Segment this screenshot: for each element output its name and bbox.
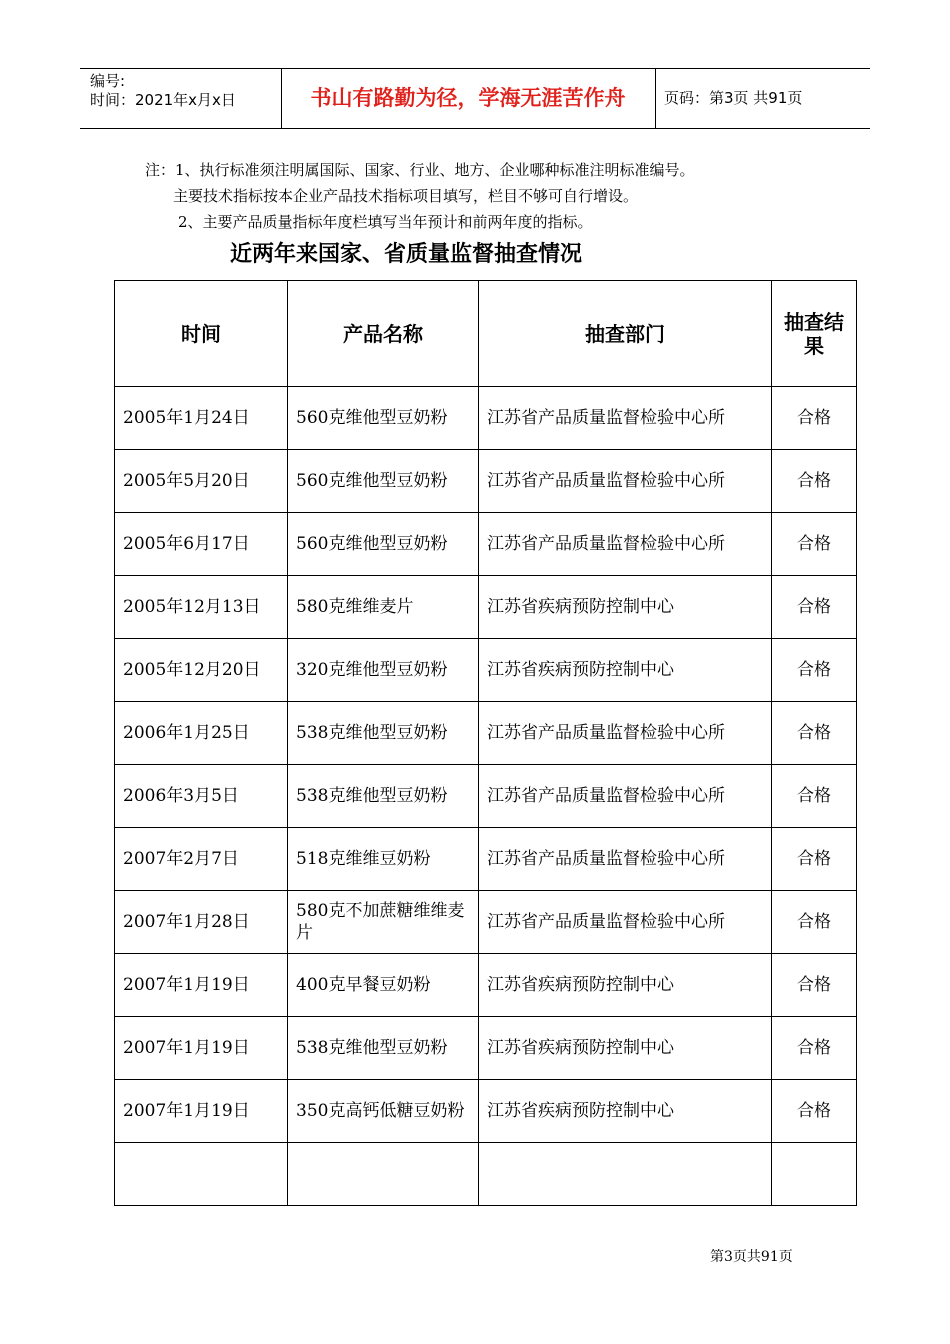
cell-result: 合格 [772,765,857,828]
table-row [115,513,857,576]
cell-product: 580克维维麦片 [288,576,479,639]
cell-product: 350克高钙低糖豆奶粉 [288,1080,479,1143]
header-department: 抽查部门 [479,281,772,387]
cell-result: 合格 [772,828,857,891]
cell-product: 560克维他型豆奶粉 [288,513,479,576]
cell-department: 江苏省疾病预防控制中心 [479,954,772,1017]
cell-time: 2007年1月19日 [115,1080,288,1143]
cell-result: 合格 [772,702,857,765]
cell-result: 合格 [772,891,857,954]
cell-department: 江苏省产品质量监督检验中心所 [479,891,772,954]
cell-product: 560克维他型豆奶粉 [288,387,479,450]
header-page-label: 页码：第3页 共91页 [664,89,803,107]
header-info [90,72,236,110]
cell-time: 2005年12月13日 [115,576,288,639]
cell-time: 2005年1月24日 [115,387,288,450]
cell-time [115,1143,288,1206]
cell-time: 2007年2月7日 [115,828,288,891]
cell-time: 2006年1月25日 [115,702,288,765]
cell-product: 518克维维豆奶粉 [288,828,479,891]
table-row-empty [115,1143,857,1206]
table-row [115,1080,857,1143]
cell-product: 560克维他型豆奶粉 [288,450,479,513]
cell-time: 2005年5月20日 [115,450,288,513]
cell-department: 江苏省产品质量监督检验中心所 [479,387,772,450]
cell-result: 合格 [772,450,857,513]
footer-page-label: 第3页共91页 [710,1249,793,1265]
cell-department: 江苏省产品质量监督检验中心所 [479,828,772,891]
cell-result: 合格 [772,387,857,450]
header-divider-right [655,68,656,128]
table-row [115,954,857,1017]
cell-time: 2005年6月17日 [115,513,288,576]
cell-result: 合格 [772,1080,857,1143]
cell-department: 江苏省产品质量监督检验中心所 [479,765,772,828]
cell-department: 江苏省疾病预防控制中心 [479,1080,772,1143]
cell-product: 538克维他型豆奶粉 [288,702,479,765]
table-row [115,387,857,450]
serial-label: 编号: [90,72,126,90]
inspection-table [114,280,857,1206]
header-result: 抽查结果 [772,281,857,387]
table-row [115,639,857,702]
cell-time: 2005年12月20日 [115,639,288,702]
cell-time: 2006年3月5日 [115,765,288,828]
cell-department: 江苏省产品质量监督检验中心所 [479,450,772,513]
cell-result: 合格 [772,576,857,639]
header-bottom-rule [80,128,870,129]
note-line-1: 注：1、执行标准须注明属国际、国家、行业、地方、企业哪种标准注明标准编号。 [145,161,695,179]
cell-product: 580克不加蔗糖维维麦片 [288,891,479,954]
table-row [115,765,857,828]
header-top-rule [80,68,870,69]
cell-result: 合格 [772,639,857,702]
cell-product [288,1143,479,1206]
notes-block [145,157,865,235]
cell-department [479,1143,772,1206]
time-label: 时间：2021年x月x日 [90,91,236,109]
cell-time: 2007年1月19日 [115,1017,288,1080]
header-motto: 书山有路勤为径，学海无涯苦作舟 [310,86,626,110]
cell-department: 江苏省产品质量监督检验中心所 [479,513,772,576]
section-title: 近两年来国家、省质量监督抽查情况 [230,242,583,267]
note-line-2: 主要技术指标按本企业产品技术指标项目填写，栏目不够可自行增设。 [173,187,639,205]
cell-product: 538克维他型豆奶粉 [288,1017,479,1080]
table-header-row [115,281,857,387]
header-time: 时间 [115,281,288,387]
table-row [115,828,857,891]
cell-department: 江苏省产品质量监督检验中心所 [479,702,772,765]
cell-result: 合格 [772,513,857,576]
cell-result [772,1143,857,1206]
cell-result: 合格 [772,954,857,1017]
cell-time: 2007年1月28日 [115,891,288,954]
cell-product: 538克维他型豆奶粉 [288,765,479,828]
cell-department: 江苏省疾病预防控制中心 [479,576,772,639]
table-row [115,1017,857,1080]
table-row [115,891,857,954]
cell-product: 400克早餐豆奶粉 [288,954,479,1017]
cell-product: 320克维他型豆奶粉 [288,639,479,702]
cell-department: 江苏省疾病预防控制中心 [479,639,772,702]
cell-department: 江苏省疾病预防控制中心 [479,1017,772,1080]
cell-result: 合格 [772,1017,857,1080]
note-line-3: 2、主要产品质量指标年度栏填写当年预计和前两年度的指标。 [178,213,593,231]
table-row [115,576,857,639]
cell-time: 2007年1月19日 [115,954,288,1017]
table-row [115,702,857,765]
table-row [115,450,857,513]
header-product: 产品名称 [288,281,479,387]
